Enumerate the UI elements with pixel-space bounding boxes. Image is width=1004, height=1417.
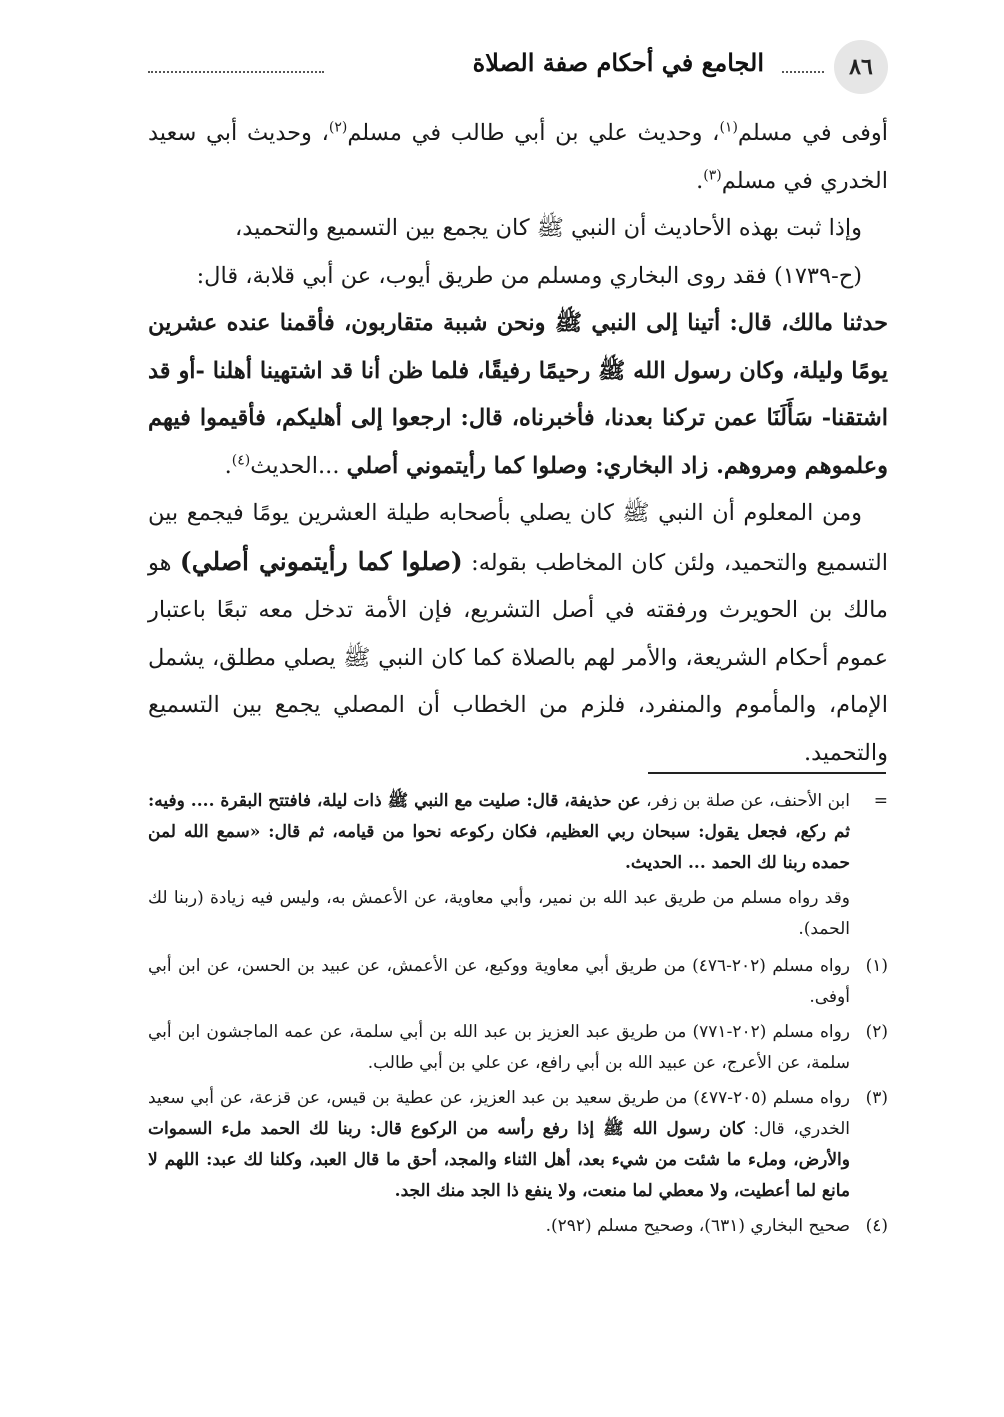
footnote-1-mark: (١) bbox=[865, 956, 888, 976]
footnote-ref-4: (٤) bbox=[231, 452, 251, 468]
paragraph-3: (ح-١٧٣٩) فقد روى البخاري ومسلم من طريق أيوب، عن أبي قلابة، قال: bbox=[196, 262, 862, 289]
page-header bbox=[148, 38, 888, 102]
footnote-1-text: رواه مسلم (٢٠٢-٤٧٦) من طريق أبي معاوية ووكيع، عن الأعمش، عن عبيد بن الحسن، عن ابن أبي أوفى. bbox=[148, 956, 850, 1007]
paragraph-5 bbox=[148, 490, 888, 777]
footnote-2-text: رواه مسلم (٢٠٢-٧٧١) من طريق عبد العزيز بن عبد الله بن أبي سلمة، عن عمه الماجشون ابن أبي سلمة، عن الأعرج، عن عبيد الله بن أبي رافع، عن علي بن أبي طالب. bbox=[148, 1022, 850, 1073]
hadith-end: . bbox=[224, 452, 232, 479]
footnote-3-mark: (٣) bbox=[865, 1088, 888, 1108]
header-dotted-rule-left bbox=[148, 71, 324, 73]
hadith-text: حدثنا مالك، قال: أتينا إلى النبي ﷺ ونحن شببة متقاربون، فأقمنا عنده عشرين يومًا وليلة، وكان رسول الله ﷺ رحيمًا رفيقًا، فلما ظن أنا قد اشتهينا أهلنا -أو قد اشتقنا- سَأَلَنَا عمن تركنا بعدنا، فأخبرناه، قال: ارجعوا إلى أهليكم، فأقيموا فيهم وعلموهم ومروهم. زاد البخاري: وصلوا كما رأيتموني أصلي bbox=[148, 310, 888, 479]
footnote-2 bbox=[148, 1017, 888, 1079]
footnote-4-mark: (٤) bbox=[865, 1216, 888, 1236]
hadith-paragraph bbox=[148, 300, 888, 490]
p1-text-b: ، وحديث علي بن أبي طالب في مسلم bbox=[347, 120, 720, 146]
header-dotted-rule-right bbox=[782, 71, 824, 73]
main-text bbox=[148, 110, 888, 777]
p1-text-c: ، وحديث أبي سعيد الخدري في مسلم bbox=[148, 120, 888, 194]
footnote-3 bbox=[148, 1083, 888, 1207]
footnote-4 bbox=[148, 1211, 888, 1242]
footnote-separator bbox=[648, 772, 886, 774]
footnote-ref-2: (٢) bbox=[328, 119, 348, 136]
footnote-1 bbox=[148, 951, 888, 1013]
paragraph-1 bbox=[148, 110, 888, 205]
footnote-continued-mark: = bbox=[873, 791, 888, 811]
footnote-4-text: صحيح البخاري (٦٣١)، وصحيح مسلم (٢٩٢). bbox=[545, 1216, 850, 1236]
p1-text-a: أوفى في مسلم bbox=[737, 120, 888, 146]
p1-text-d: . bbox=[696, 167, 704, 194]
footnote-continued bbox=[148, 786, 888, 879]
fn-cont-text-b: عن حذيفة، قال: صليت مع النبي ﷺ ذات ليلة، فافتتح البقرة .... وفيه: ثم ركع، فجعل يقول: سبحان ربي العظيم، فكان ركوعه نحوا من قيامه، ثم قال: «سمع الله لمن حمده ربنا لك الحمد ... الحديث. bbox=[148, 791, 850, 873]
hadith-quote: (صلوا كما رأيتموني أصلي) bbox=[179, 546, 463, 576]
footnote-2-mark: (٢) bbox=[865, 1022, 888, 1042]
page-number-badge: ٨٦ bbox=[834, 40, 888, 94]
footnote-continued-text bbox=[148, 786, 850, 879]
p5-text-a: ومن المعلوم أن النبي ﷺ كان يصلي بأصحابه طيلة العشرين يومًا فيجمع بين التسميع والتحميد، ولئن كان المخاطب بقوله: bbox=[148, 500, 888, 576]
footnotes bbox=[148, 786, 888, 1246]
running-title: الجامع في أحكام صفة الصلاة bbox=[472, 48, 764, 77]
p5-text-b: هو مالك بن الحويرث ورفقته في أصل التشريع، فإن الأمة تدخل معه تبعًا باعتبار عموم أحكام الشريعة، والأمر لهم بالصلاة كما كان النبي ﷺ يصلي مطلق، يشمل الإمام، والمأموم والمنفرد، فلزم من الخطاب أن المصلي يجمع بين التسميع والتحميد. bbox=[148, 549, 888, 766]
paragraph-2: وإذا ثبت بهذه الأحاديث أن النبي ﷺ كان يجمع بين التسميع والتحميد، bbox=[235, 215, 862, 241]
fn3-text-b: كان رسول الله ﷺ إذا رفع رأسه من الركوع قال: ربنا لك الحمد ملء السموات والأرض، وملء ما شئت من شيء بعد، أهل الثناء والمجد، أحق ما قال العبد، وكلنا لك عبد: اللهم لا مانع لما أعطيت، ولا معطي لما منعت، ولا ينفع ذا الجد منك الجد. bbox=[148, 1119, 850, 1201]
footnote-3-text bbox=[148, 1083, 850, 1207]
fn-cont-text-a: ابن الأحنف، عن صلة بن زفر، bbox=[640, 791, 850, 811]
fn3-text-a: رواه مسلم (٢٠٥-٤٧٧) من طريق سعيد بن عبد العزيز، عن عطية بن قيس، عن قزعة، عن أبي سعيد الخدري، قال: bbox=[148, 1088, 850, 1139]
footnote-ref-3: (٣) bbox=[703, 167, 722, 183]
footnote-continued-note: وقد رواه مسلم من طريق عبد الله بن نمير، وأبي معاوية، عن الأعمش به، وليس فيه زيادة (ربنا لك الحمد). bbox=[148, 888, 850, 939]
footnote-ref-1: (١) bbox=[719, 119, 738, 136]
hadith-tail: ...الحديث bbox=[250, 452, 347, 479]
